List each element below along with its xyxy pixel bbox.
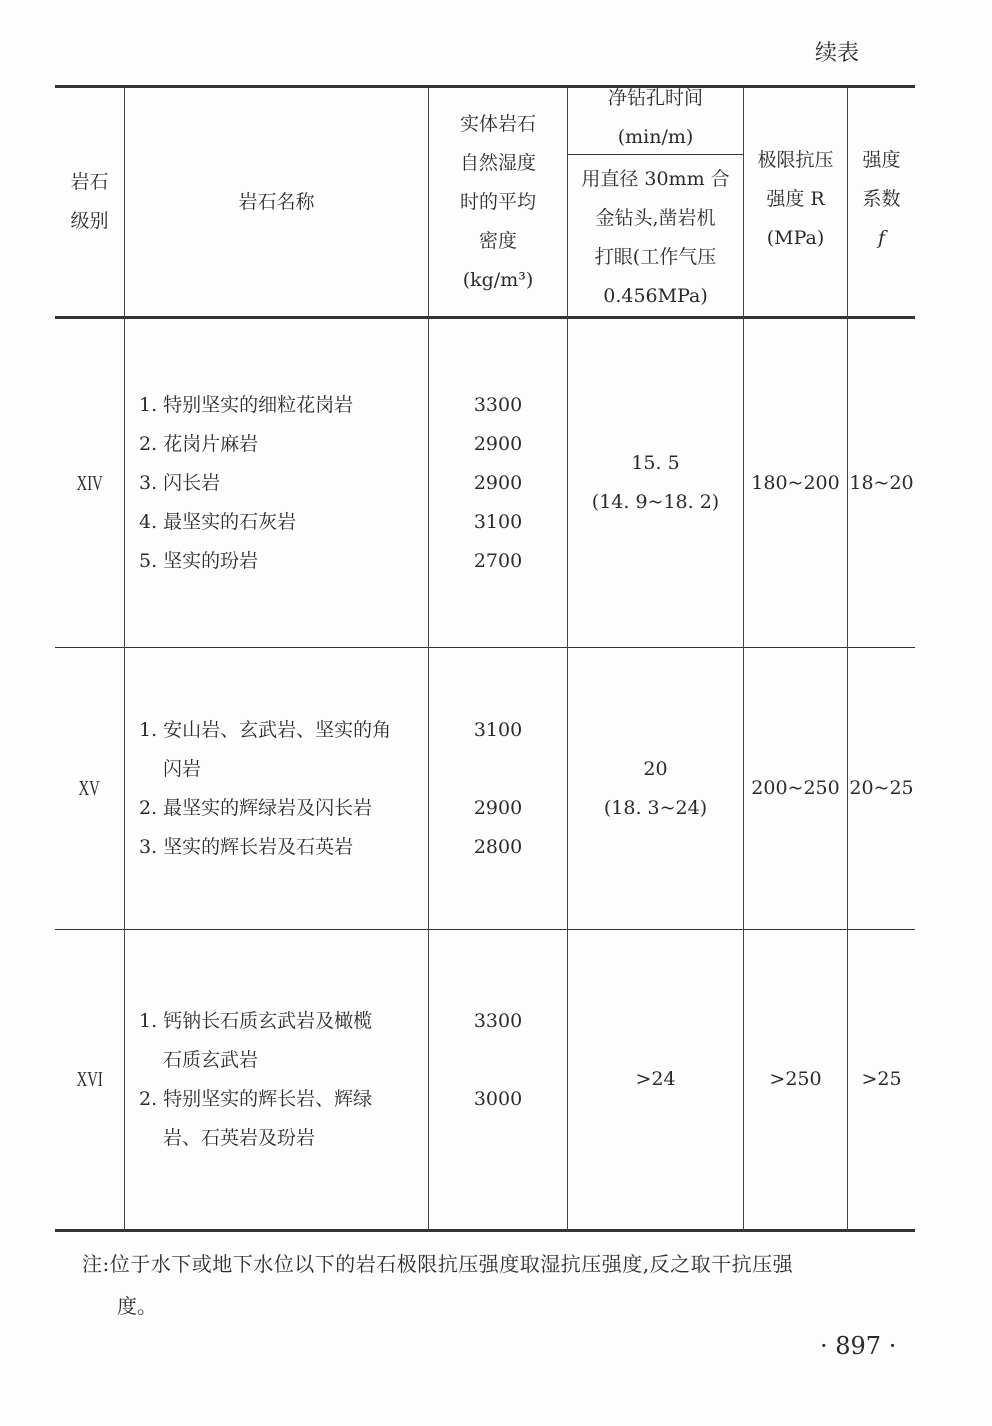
table-row-densities [429, 930, 567, 1229]
density-value: 3300 [473, 1009, 523, 1032]
strength-value: >250 [769, 1068, 822, 1090]
grade-value: XV [78, 776, 101, 800]
density-value: 2800 [473, 835, 523, 858]
rock-name: 5. 坚实的玢岩 [139, 549, 259, 572]
rock-name: 2. 特别坚实的辉长岩、辉绿 [139, 1087, 373, 1110]
rock-name: 3. 闪长岩 [139, 471, 221, 494]
table-row-coef [848, 648, 915, 929]
table-row-densities [429, 319, 567, 647]
grade-value: XVI [76, 1067, 103, 1091]
drill-time-value: 15. 5 [631, 452, 680, 474]
rock-name: 石质玄武岩 [163, 1048, 259, 1071]
table-note: 注:位于水下或地下水位以下的岩石极限抗压强度取湿抗压强度,反之取干抗压强 [82, 1252, 794, 1276]
header-text: (kg/m³) [462, 268, 534, 291]
header-text: 打眼(工作气压 [594, 246, 717, 268]
header-drill-method [568, 160, 743, 316]
header-text: 岩石 [70, 171, 109, 193]
table-note-continued: 度。 [117, 1294, 157, 1318]
coefficient-value: >25 [861, 1068, 902, 1090]
header-text: 金钻头,凿岩机 [595, 207, 716, 229]
table-bottom-rule [55, 1229, 915, 1232]
rock-name: 2. 花岗片麻岩 [139, 432, 259, 455]
table-row-names [125, 319, 428, 647]
drill-time-range: (14. 9~18. 2) [591, 491, 720, 513]
table-row-coef [848, 319, 915, 647]
header-density [429, 87, 567, 317]
coefficient-value: 18~20 [849, 471, 914, 494]
rock-name: 3. 坚实的辉长岩及石英岩 [139, 835, 354, 858]
drill-time-range: (18. 3~24) [603, 796, 708, 819]
table-row-names [125, 648, 428, 929]
density-value: 2900 [473, 432, 523, 455]
rock-name: 2. 最坚实的辉绿岩及闪长岩 [139, 796, 373, 819]
header-coefficient [848, 87, 915, 317]
table-row-drill [568, 648, 743, 929]
header-name [125, 87, 428, 317]
header-text: 级别 [70, 210, 109, 232]
header-strength [744, 87, 847, 317]
header-text: 0.456MPa) [603, 285, 708, 307]
drill-time-value: 20 [643, 757, 668, 780]
rock-name: 岩、石英岩及玢岩 [163, 1126, 316, 1149]
table-row-drill [568, 930, 743, 1229]
strength-value: 200~250 [751, 777, 840, 799]
rock-name: 闪岩 [163, 757, 202, 780]
header-text: 用直径 30mm 合 [581, 168, 730, 190]
header-text: 时的平均 [459, 190, 536, 213]
table-row-densities [429, 648, 567, 929]
header-text: f [877, 227, 886, 249]
drill-time-value: >24 [635, 1068, 676, 1090]
strength-value: 180~200 [751, 471, 840, 494]
rock-name: 1. 特别坚实的细粒花岗岩 [139, 393, 354, 416]
header-text: 密度 [478, 229, 517, 252]
page-number: · 897 · [820, 1332, 897, 1360]
density-value: 2900 [473, 796, 523, 819]
table-row-coef [848, 930, 915, 1229]
density-value: 3100 [473, 718, 523, 741]
rock-name: 1. 安山岩、玄武岩、坚实的角 [139, 718, 392, 741]
density-value: 3300 [473, 393, 523, 416]
header-text: 强度 [862, 149, 901, 171]
rock-name: 1. 钙钠长石质玄武岩及橄榄 [139, 1009, 373, 1032]
table-row-grade [55, 319, 124, 647]
header-text: 自然湿度 [459, 151, 536, 174]
continued-label: 续表 [815, 41, 860, 66]
table-row-names [125, 930, 428, 1229]
table-row-strength [744, 648, 847, 929]
density-value: 2900 [473, 471, 523, 494]
density-value: 2700 [473, 549, 523, 572]
table-row-strength [744, 319, 847, 647]
coefficient-value: 20~25 [849, 777, 914, 799]
header-text: 强度 R [766, 188, 825, 210]
table-row-grade [55, 930, 124, 1229]
table-row-strength [744, 930, 847, 1229]
header-text: (min/m) [617, 126, 694, 148]
header-text: 极限抗压 [757, 149, 834, 171]
header-text: 净钻孔时间 [607, 87, 703, 109]
density-value: 3100 [473, 510, 523, 533]
table-row-drill [568, 319, 743, 647]
table-row-grade [55, 648, 124, 929]
header-text: 实体岩石 [459, 112, 536, 135]
header-drill-time [568, 82, 743, 154]
header-text: (MPa) [766, 227, 825, 249]
header-text: 岩石名称 [238, 190, 315, 213]
header-grade [55, 87, 124, 317]
grade-value: XIV [76, 470, 103, 495]
rock-name: 4. 最坚实的石灰岩 [139, 510, 297, 533]
header-text: 系数 [862, 188, 901, 210]
density-value: 3000 [473, 1087, 523, 1110]
